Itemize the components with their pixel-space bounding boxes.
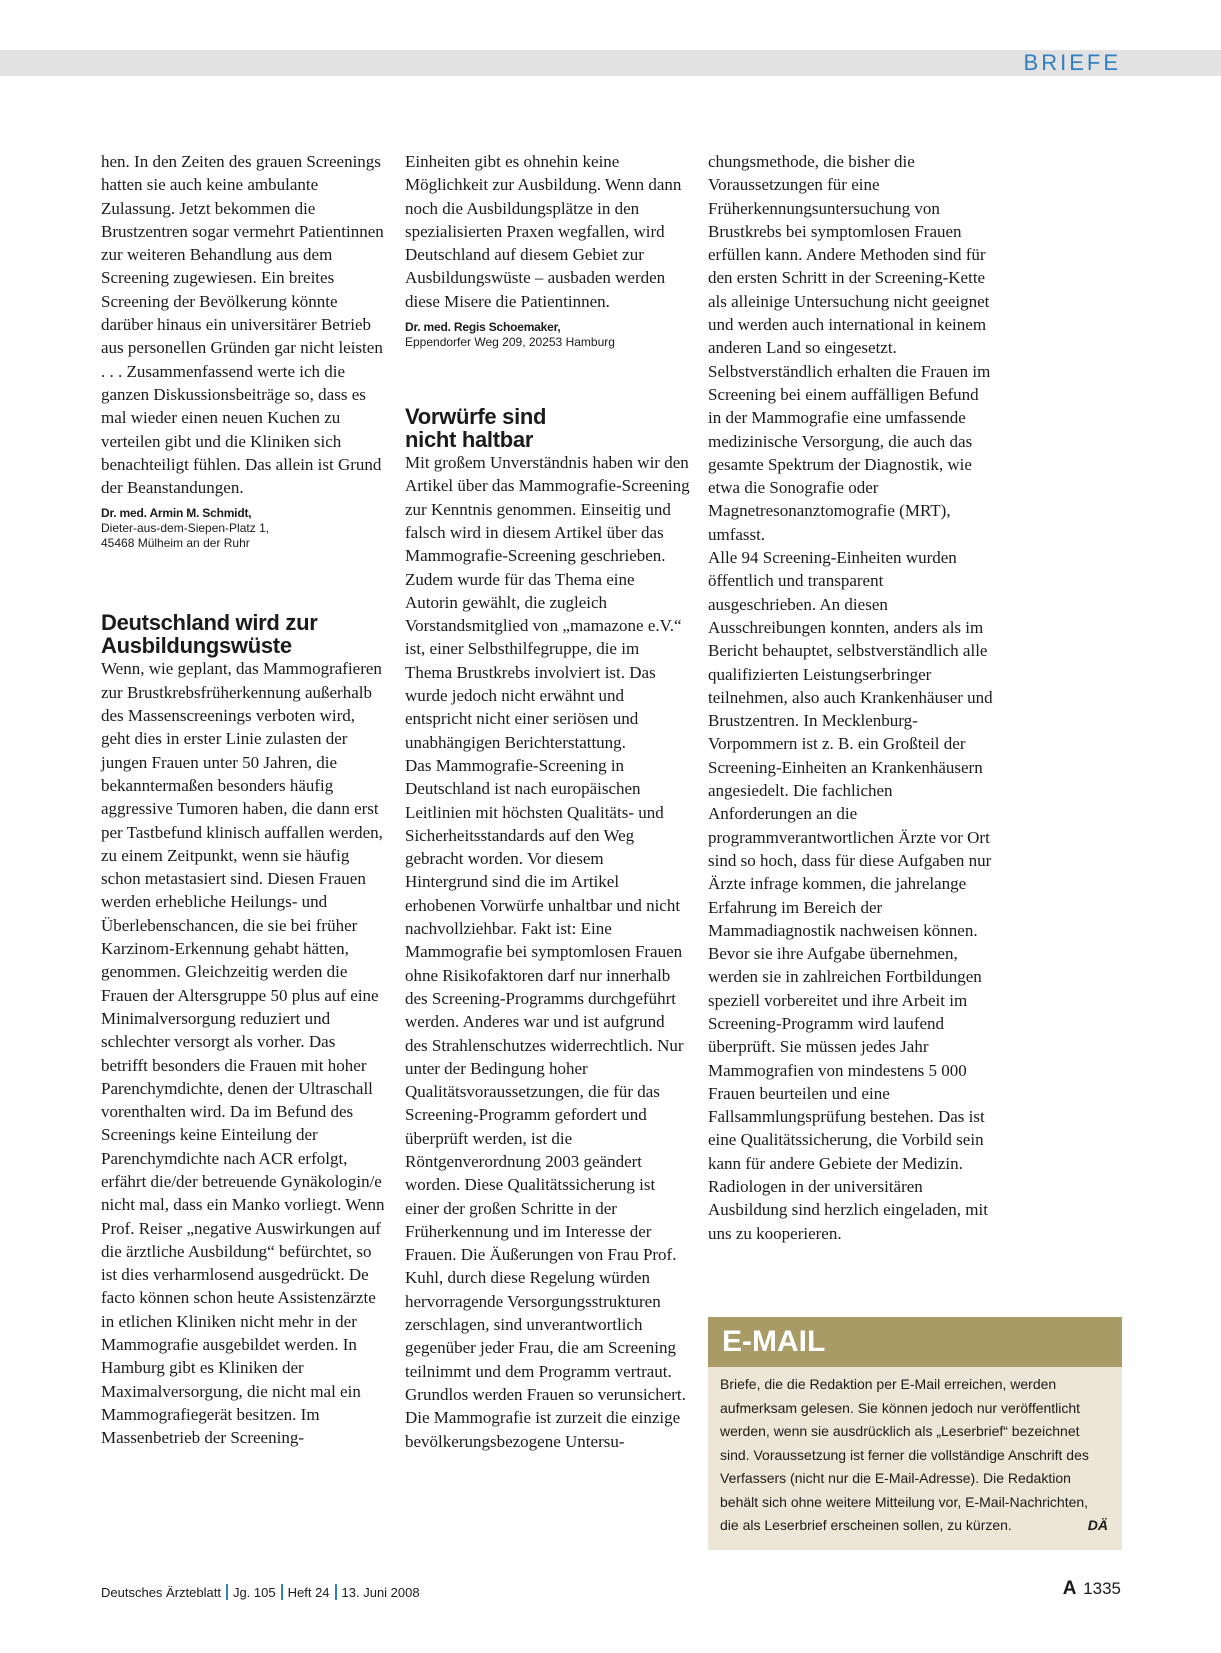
email-box-signature: DÄ [1087,1517,1108,1533]
page-prefix: A [1062,1578,1077,1599]
footer-volume: Jg. 105 [232,1585,276,1600]
body-paragraph: Die Mammografie ist zurzeit die einzige bevölkerungsbezogene Untersu- [405,1408,681,1451]
column-1 [101,150,386,1450]
letter-headline: Vorwürfe sind nicht haltbar [405,404,547,453]
email-box-body: Briefe, die die Redaktion per E-Mail erreichen, werden aufmerksam gelesen. Sie können jedoch nur veröffentlicht werden, wenn sie ausdrücklich als „Leserbrief“ bezeichnet sind. Voraussetzung ist ferner die vollständige Anschrift des Verfassers (nicht nur die E-Mail-Adresse). Die Redaktion behält sich ohne weitere Mitteilung vor, E-Mail-Nachrichten, die als Leserbrief erscheinen sollen, zu kürzen. [720,1376,1089,1533]
page-number-value: 1335 [1083,1579,1121,1598]
body-paragraph: hen. In den Zeiten des grauen Screenings hatten sie auch keine ambulante Zulassung. Jetzt bekommen die Brustzentren sogar vermehrt Patientinnen zur weiteren Behandlung aus dem Screening zugewiesen. Ein breites Screening der Bevölkerung könnte darüber hinaus ein universitärer Betrieb aus personellen Gründen gar nicht leisten . . . Zusammenfassend werte ich die ganzen Diskussionsbeiträge so, dass es mal wieder einen neuen Kuchen zu verteilen gibt und die Kliniken sich benachteiligt fühlen. Das allein ist Grund der Beanstandungen. [101,152,384,498]
column-3 [708,150,993,1245]
footer-separator [226,1584,228,1600]
footer-separator [335,1584,337,1600]
body-paragraph: Wenn, wie geplant, das Mammografieren zur Brustkrebsfrüherkennung außerhalb des Massenscreenings verboten wird, geht dies in erster Linie zulasten der jungen Frauen unter 50 Jahren, die bekanntermaßen besonders häufig aggressive Tumoren haben, die dann erst per Tastbefund klinisch auffallen werden, zu einem Zeitpunkt, wenn sie häufig schon metastasiert sind. Diesen Frauen werden erhebliche Heilungs- und Überlebenschancen, die sie bei früher Karzinom-Erkennung gehabt hätten, genommen. Gleichzeitig werden die Frauen der Altersgruppe 50 plus auf eine Minimalversorgung reduziert und schlechter versorgt als vorher. Das betrifft besonders die Frauen mit hoher Parenchymdichte, denen der Ultraschall vorenthalten wird. Da im Befund des Screenings keine Einteilung der Parenchymdichte nach ACR erfolgt, erfährt die/der betreuende Gynäkologin/e nicht mal, dass ein Manko vorliegt. Wenn Prof. Reiser „negative Auswirkungen auf die ärztliche Ausbildung“ befürchtet, so ist dies verharmlosend ausgedrückt. De facto können schon heute Assistenzärzte in etlichen Kliniken nicht mehr in der Mammografie ausgebildet werden. In Hamburg gibt es Kliniken der Maximalversorgung, die nicht mal ein Mammografiegerät besitzen. Im Massenbetrieb der Screening- [101,659,385,1448]
email-box-title: E-MAIL [708,1317,1122,1367]
signature-name: Dr. med. Regis Schoemaker, [405,320,561,335]
footer-separator [281,1584,283,1600]
email-box-text [708,1367,1122,1538]
letter-headline: Deutschland wird zur Ausbildungswüste [101,610,318,659]
body-paragraph: chungsmethode, die bisher die Voraussetzungen für eine Früherkennungsuntersuchung von Brustkrebs bei symptomlosen Frauen erfüllen kann. Andere Methoden sind für den ersten Schritt in der Screening-Kette als alleinige Untersuchung nicht geeignet und werden auch international in keinem anderen Land so eingesetzt. Selbstverständlich erhalten die Frauen im Screening bei einem auffälligen Befund in der Mammografie eine umfassende medizinische Versorgung, die auch das gesamte Spektrum der Diagnostik, wie etwa die Sonografie oder Magnetresonanztomografie (MRT), umfasst. [708,152,991,544]
footer-citation [101,1584,420,1600]
footer-journal: Deutsches Ärzteblatt [101,1585,221,1600]
column-2 [405,150,690,1453]
signature-address: Eppendorfer Weg 209, 20253 Hamburg [405,335,615,350]
signature-name: Dr. med. Armin M. Schmidt, [101,506,252,521]
body-paragraph: Mit großem Unverständnis haben wir den Artikel über das Mammografie-Screening zur Kenntnis genommen. Einseitig und falsch wird in diesem Artikel über das Mammografie-Screening geschrieben. Zudem wurde für das Thema eine Autorin gewählt, die zugleich Vorstandsmitglied von „mamazone e.V.“ ist, einer Selbsthilfegruppe, die im Thema Brustkrebs involviert ist. Das wurde jedoch nicht erwähnt und entspricht nicht einer seriösen und unabhängigen Berichterstattung. [405,453,690,752]
body-paragraph: Alle 94 Screening-Einheiten wurden öffentlich und transparent ausgeschrieben. An diesen Ausschreibungen konnten, anders als im Bericht behauptet, selbstverständlich alle qualifizierten Leistungserbringer teilnehmen, also auch Krankenhäuser und Brustzentren. In Mecklenburg-Vorpommern ist z. B. ein Großteil der Screening-Einheiten an Krankenhäusern angesiedelt. Die fachlichen Anforderungen an die programmverantwortlichen Ärzte vor Ort sind so hoch, dass für diese Aufgaben nur Ärzte infrage kommen, die jahrelange Erfahrung im Bereich der Mammadiagnostik nachweisen können. Bevor sie ihre Aufgabe übernehmen, werden sie in zahlreichen Fortbildungen speziell vorbereitet und ihre Arbeit im Screening-Programm wird laufend überprüft. Sie müssen jedes Jahr Mammografien von mindestens 5 000 Frauen beurteilen und eine Fallsammlungsprüfung bestehen. Das ist eine Qualitätssicherung, die Vorbild sein kann für andere Gebiete der Medizin. Radiologen in der universitären Ausbildung sind herzlich eingeladen, mit uns zu kooperieren. [708,548,993,1243]
footer-date: 13. Juni 2008 [341,1585,420,1600]
body-paragraph: Das Mammografie-Screening in Deutschland ist nach europäischen Leitlinien mit höchsten Qualitäts- und Sicherheitsstandards auf den Weg gebracht worden. Vor diesem Hintergrund sind die im Artikel erhobenen Vorwürfe unhaltbar und nicht nachvollziehbar. Fakt ist: Eine Mammografie bei symptomlosen Frauen ohne Risikofaktoren darf nur innerhalb des Screening-Programms durchgeführt werden. Anderes war und ist aufgrund des Strahlenschutzes widerrechtlich. Nur unter der Bedingung hoher Qualitätsvoraussetzungen, die für das Screening-Programm gefordert und überprüft werden, ist die Röntgenverordnung 2003 geändert worden. Diese Qualitätssicherung ist einer der großen Schritte in der Früherkennung und im Interesse der Frauen. Die Äußerungen von Frau Prof. Kuhl, durch diese Regelung würden hervorragende Versorgungsstrukturen zerschlagen, sind unverantwortlich gegenüber jeder Frau, die am Screening teilnimmt und dem Programm vertraut. Grundlos werden Frauen so verunsichert. [405,755,686,1404]
email-info-box [708,1317,1122,1550]
signature-address: Dieter-aus-dem-Siepen-Platz 1, 45468 Mülheim an der Ruhr [101,521,270,551]
section-label: BRIEFE [1023,50,1121,75]
body-paragraph: Einheiten gibt es ohnehin keine Möglichkeit zur Ausbildung. Wenn dann noch die Ausbildungsplätze in den spezialisierten Praxen wegfallen, wird Deutschland auf diesem Gebiet zur Ausbildungswüste – ausbaden werden diese Misere die Patientinnen. [405,152,682,311]
page-number [1063,1578,1121,1600]
footer-issue: Heft 24 [287,1585,330,1600]
